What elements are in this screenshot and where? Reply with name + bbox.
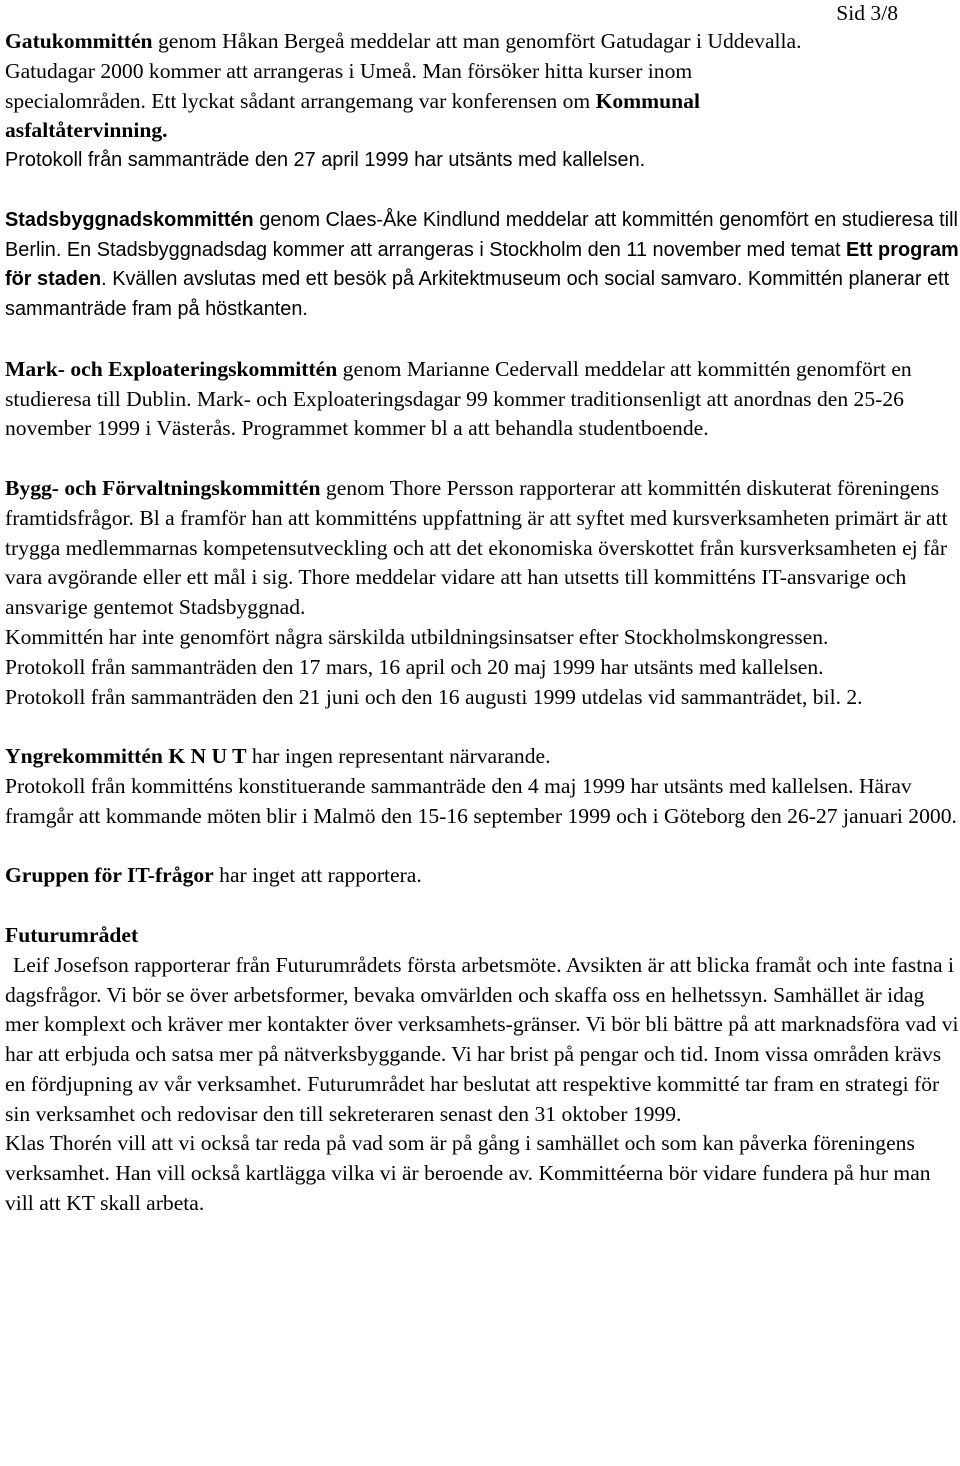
- committee-name: Bygg- och Förvaltningskommittén: [5, 475, 321, 500]
- paragraph: [5, 355, 960, 444]
- paragraph: Protokoll från sammanträden den 21 juni och den 16 augusti 1999 utdelas vid sammanträdet, bil. 2.: [5, 684, 863, 709]
- document-body: [5, 27, 960, 1219]
- paragraph: [5, 474, 960, 623]
- committee-name: Mark- och Exploateringskommittén: [5, 356, 338, 381]
- section-gatukommitten: [5, 27, 960, 176]
- section-stadsbyggnadskommitten: [5, 206, 960, 325]
- paragraph-text: Gatudagar 2000 kommer att arrangeras i Umeå. Man försöker hitta kurser inom specialområden. Ett lyckat sådant arrangemang var konferensen om: [5, 58, 693, 113]
- heading-text: Futurumrådet: [5, 922, 139, 947]
- paragraph: Leif Josefson rapporterar från Futurumrådets första arbetsmöte. Avsikten är att blicka framåt och inte fastna i dagsfrågor. Vi bör se över arbetsformer, bevaka omvärlden och skaffa oss en helhetssyn. Samhället är idag mer komplext och kräver mer kontakter över verksamhets-gränser. Vi bör bli bättre på att marknadsföra vad vi har att erbjuda och satsa mer på nätverksbyggande. Vi har brist på pengar och tid. Inom vissa områden krävs en fördjupning av vår verksamhet. Futurumrådet har beslutat att respektive kommitté tar fram en strategi för sin verksamhet och redovisar den till sekreteraren senast den 31 oktober 1999.: [5, 952, 959, 1126]
- page-number: Sid 3/8: [836, 1, 898, 25]
- committee-name: Stadsbyggnadskommittén: [5, 208, 254, 231]
- event-title: Ett program för staden: [5, 238, 959, 291]
- paragraph-text: . Kvällen avslutas med ett besök på Arkitektmuseum och social samvaro. Kommittén planerar ett sammanträde fram på höstkanten.: [5, 268, 950, 321]
- paragraph: [5, 57, 835, 146]
- committee-name: Gruppen för IT-frågor: [5, 863, 214, 888]
- paragraph: [5, 27, 960, 57]
- committee-name: Gatukommittén: [5, 29, 153, 53]
- section-bygg-och-forvaltningskommitten: [5, 474, 960, 712]
- paragraph-text: genom Thore Persson rapporterar att kommittén diskuterat föreningens framtidsfrågor. Bl a framför han att kommitténs uppfattning är att syftet med kursverksamheten primärt är att trygga medlemmarnas kompetensutveckling och att det ekonomiska överskottet från kursverksamheten ej får vara avgörande eller ett mål i sig. Thore meddelar vidare att han utsetts till kommitténs IT-ansvarige och ansvarige gentemot Stadsbyggnad.: [5, 475, 948, 620]
- paragraph-text: har ingen representant närvarande.: [246, 744, 551, 769]
- event-title: Kommunal asfaltåtervinning.: [5, 88, 700, 143]
- section-mark-och-exploateringskommitten: [5, 355, 960, 444]
- paragraph-text: genom Håkan Bergeå meddelar att man genomfört Gatudagar i Uddevalla.: [152, 29, 802, 53]
- section-gruppen-for-it-fragor: [5, 861, 960, 891]
- section-yngrekommitten: [5, 742, 960, 831]
- paragraph: Kommittén har inte genomfört några särskilda utbildningsinsatser efter Stockholmskongressen.: [5, 624, 829, 649]
- paragraph-text: genom Claes-Åke Kindlund meddelar att kommittén genomfört en studieresa till Berlin. En Stadsbyggnadsdag kommer att arrangeras i Stockholm den 11 november med temat: [5, 208, 958, 261]
- paragraph: Protokoll från kommitténs konstituerande sammanträde den 4 maj 1999 har utsänts med kallelsen. Härav framgår att kommande möten blir i Malmö den 15-16 september 1999 och i Göteborg den 26-27 januari 2000.: [5, 773, 957, 828]
- paragraph: Protokoll från sammanträden den 17 mars, 16 april och 20 maj 1999 har utsänts med kallelsen.: [5, 654, 824, 679]
- section-heading: [5, 921, 960, 951]
- paragraph: Protokoll från sammanträde den 27 april 1999 har utsänts med kallelsen.: [5, 149, 646, 172]
- paragraph: [5, 206, 960, 325]
- paragraph: [5, 742, 960, 772]
- paragraph-text: har inget att rapportera.: [213, 863, 422, 888]
- paragraph: Klas Thorén vill att vi också tar reda på vad som är på gång i samhället och som kan påverka föreningens verksamhet. Han vill också kartlägga vilka vi är beroende av. Kommittéerna bör vidare fundera på hur man vill att KT skall arbeta.: [5, 1131, 931, 1216]
- paragraph: [5, 861, 960, 891]
- section-futurumradet: [5, 921, 960, 1219]
- paragraph-text: genom Marianne Cedervall meddelar att kommittén genomfört en studieresa till Dublin. Mark- och Exploateringsdagar 99 kommer traditionsenligt att anordnas den 25-26 november 1999 i Västerås. Programmet kommer bl a att behandla studentboende.: [5, 356, 912, 441]
- committee-name: Yngrekommittén K N U T: [5, 744, 247, 769]
